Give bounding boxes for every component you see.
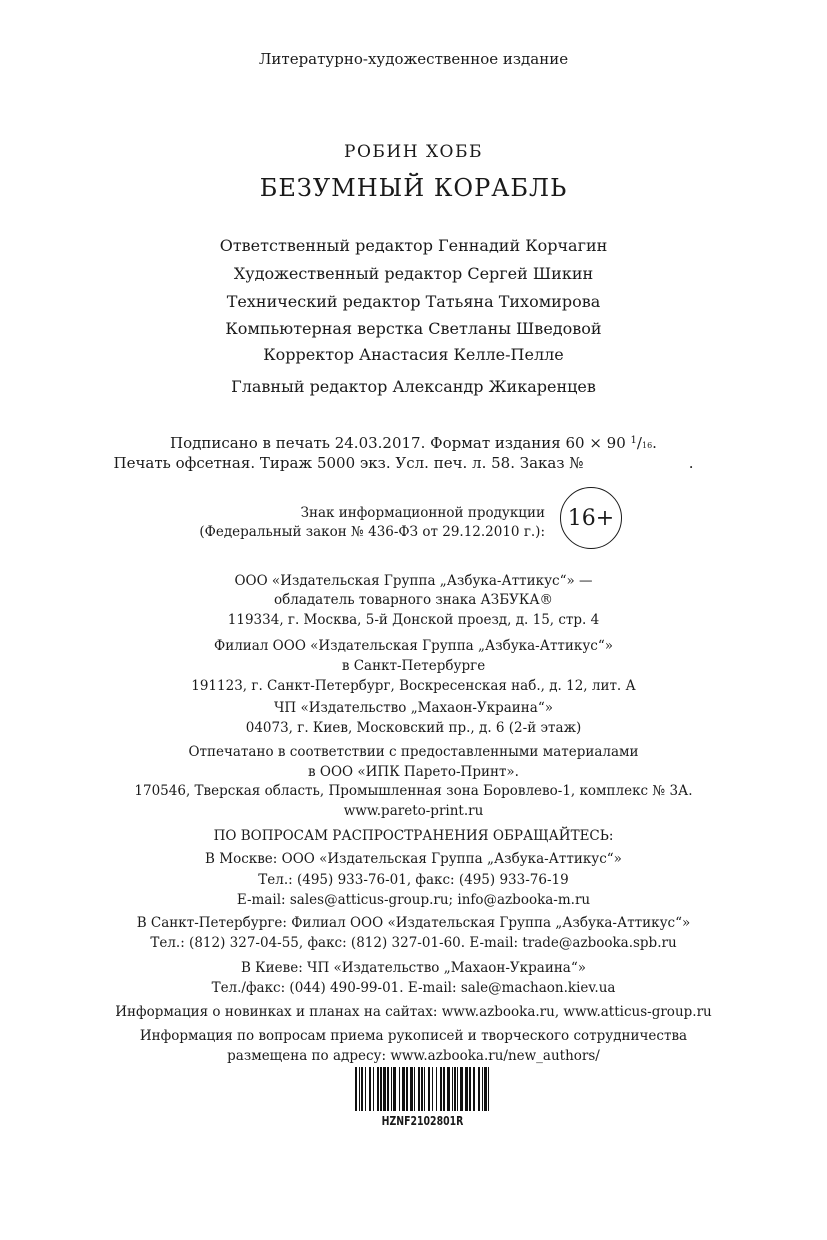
barcode-bar <box>391 1067 392 1111</box>
barcode-bar <box>440 1067 442 1111</box>
edition-type: Литературно-художественное издание <box>258 50 569 68</box>
publisher-line: обладатель товарного знака АЗБУКА® <box>273 592 554 608</box>
barcode-bar <box>414 1067 415 1111</box>
distribution-line: Тел.: (812) 327-04-55, факс: (812) 327-01-60. E-mail: trade@azbooka.spb.ru <box>150 935 677 951</box>
manuscripts-line: Информация по вопросам приема рукописей и творческого сотрудничества <box>139 1028 688 1044</box>
barcode-bar <box>478 1067 480 1111</box>
barcode-bar <box>410 1067 413 1111</box>
barcode-bar <box>457 1067 458 1111</box>
barcode-bar <box>482 1067 483 1111</box>
barcode-bar <box>369 1067 371 1111</box>
print-info-text: Печать офсетная. Тираж 5000 экз. Усл. печ. л. 58. Заказ № <box>113 454 584 472</box>
barcode-bar <box>432 1067 433 1111</box>
barcode-bar <box>361 1067 363 1111</box>
credit-line: Корректор Анастасия Келле-Пелле <box>263 345 564 364</box>
credit-line: Технический редактор Татьяна Тихомирова <box>226 292 601 311</box>
format-denominator: 16 <box>641 441 653 450</box>
websites-line: Информация о новинках и планах на сайтах: www.azbooka.ru, www.atticus-group.ru <box>115 1004 712 1020</box>
print-info-line2 <box>0 456 817 471</box>
publisher-line: ЧП «Издательство „Махаон-Украина“» <box>274 700 553 716</box>
publisher-line: Филиал ООО «Издательская Группа „Азбука-Аттикус“» <box>213 638 613 654</box>
publisher-line: 191123, г. Санкт-Петербург, Воскресенская наб., д. 12, лит. А <box>191 678 636 694</box>
barcode-bar <box>465 1067 468 1111</box>
barcode-bar <box>365 1067 366 1111</box>
order-blank: . <box>688 454 694 472</box>
barcode-bar <box>359 1067 360 1111</box>
publisher-line: в Санкт-Петербурге <box>341 658 486 674</box>
credit-line: Компьютерная верстка Светланы Шведовой <box>225 319 602 338</box>
barcode-bar <box>436 1067 437 1111</box>
barcode-bar <box>380 1067 382 1111</box>
barcode-bar <box>484 1067 487 1111</box>
barcode-bar <box>454 1067 456 1111</box>
distribution-line: В Санкт-Петербурге: Филиал ООО «Издательская Группа „Азбука-Аттикус“» <box>136 915 691 931</box>
printer-line: в ООО «ИПК Парето-Принт». <box>308 764 519 780</box>
barcode-bar <box>406 1067 408 1111</box>
barcode-bar <box>399 1067 400 1111</box>
barcode-bar <box>373 1067 374 1111</box>
publisher-line: ООО «Издательская Группа „Азбука-Аттикус“» — <box>234 573 593 589</box>
barcode-bar <box>469 1067 471 1111</box>
barcode-bar <box>443 1067 445 1111</box>
barcode-bar <box>393 1067 396 1111</box>
barcode <box>355 1067 490 1111</box>
barcode-bar <box>377 1067 379 1111</box>
printer-line: 170546, Тверская область, Промышленная зона Боровлево-1, комплекс № 3А. <box>134 783 693 799</box>
barcode-bar <box>452 1067 453 1111</box>
age-mark-label: Знак информационной продукции <box>300 505 545 521</box>
chief-editor: Главный редактор Александр Жикаренцев <box>231 377 596 396</box>
printer-line: Отпечатано в соответствии с предоставленными материалами <box>188 744 639 760</box>
publisher-line: 119334, г. Москва, 5-й Донской проезд, д. 15, стр. 4 <box>227 612 600 628</box>
distribution-line: Тел./факс: (044) 490-99-01. E-mail: sale@machaon.kiev.ua <box>211 980 616 996</box>
barcode-bar <box>387 1067 389 1111</box>
distribution-line: Тел.: (495) 933-76-01, факс: (495) 933-76-19 <box>258 872 569 888</box>
distribution-line: E-mail: sales@atticus-group.ru; info@azbooka-m.ru <box>236 892 591 908</box>
barcode-bar <box>460 1067 463 1111</box>
barcode-bar <box>424 1067 425 1111</box>
print-info-line1: Подписано в печать 24.03.2017. Формат издания 60 × 90 $^1$/16. <box>170 434 657 452</box>
manuscripts-line: размещена по адресу: www.azbooka.ru/new_authors/ <box>227 1048 600 1064</box>
barcode-text: HZNF2102801R <box>381 1114 464 1128</box>
barcode-bar <box>473 1067 475 1111</box>
print-info-text: Подписано в печать 24.03.2017. Формат издания 60 × 90 <box>170 434 626 452</box>
credit-line: Ответственный редактор Геннадий Корчагин <box>219 236 608 255</box>
barcode-bar <box>421 1067 423 1111</box>
age-mark-law: (Федеральный закон № 436-ФЗ от 29.12.2010 г.): <box>199 524 545 540</box>
barcode-bar <box>428 1067 430 1111</box>
printer-website: www.pareto-print.ru <box>343 803 484 819</box>
format-numerator: 1 <box>630 435 637 446</box>
publisher-line: 04073, г. Киев, Московский пр., д. 6 (2-й этаж) <box>245 720 582 736</box>
barcode-bar <box>418 1067 420 1111</box>
distribution-line: В Москве: ООО «Издательская Группа „Азбука-Аттикус“» <box>205 851 622 867</box>
book-title: БЕЗУМНЫЙ КОРАБЛЬ <box>259 174 568 202</box>
barcode-bar <box>447 1067 450 1111</box>
distribution-heading: ПО ВОПРОСАМ РАСПРОСТРАНЕНИЯ ОБРАЩАЙТЕСЬ: <box>213 828 614 844</box>
barcode-bar <box>488 1067 489 1111</box>
age-rating-badge: 16+ <box>560 487 622 549</box>
credit-line: Художественный редактор Сергей Шикин <box>233 264 594 283</box>
barcode-bar <box>402 1067 405 1111</box>
barcode-bar <box>383 1067 386 1111</box>
barcode-bar <box>355 1067 357 1111</box>
author-name: РОБИН ХОББ <box>344 142 483 162</box>
distribution-line: В Киеве: ЧП «Издательство „Махаон-Украина“» <box>240 960 587 976</box>
